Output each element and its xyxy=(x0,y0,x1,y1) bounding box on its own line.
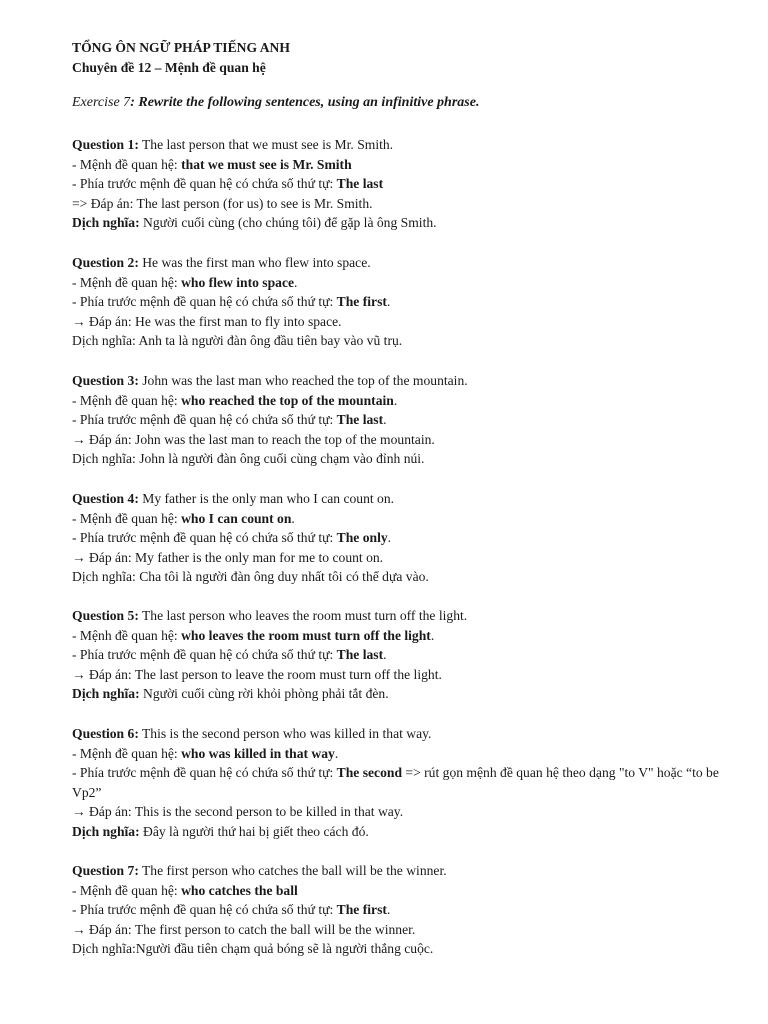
question-text: The first person who catches the ball will be the winner. xyxy=(138,863,447,878)
question-line xyxy=(72,606,732,626)
document-title: TỔNG ÔN NGỮ PHÁP TIẾNG ANH xyxy=(72,40,290,55)
question-block xyxy=(72,253,732,351)
ordinal-prefix: - Phía trước mệnh đề quan hệ có chứa số thứ tự: xyxy=(72,294,337,310)
answer-prefix: → Đáp án: xyxy=(72,666,135,682)
clause-suffix: . xyxy=(294,274,298,290)
answer-line xyxy=(72,548,732,568)
answer-prefix: → Đáp án: xyxy=(72,921,135,937)
ordinal-suffix: . xyxy=(386,294,391,310)
question-line xyxy=(72,253,732,273)
answer-prefix: → Đáp án: xyxy=(72,804,135,820)
translation-line xyxy=(72,213,732,233)
translation-line xyxy=(72,822,732,842)
document-header xyxy=(72,38,290,78)
relative-clause: that we must see is Mr. Smith xyxy=(181,156,352,172)
ordinal-line xyxy=(72,645,732,665)
ordinal-suffix: => rút gọn mệnh đề quan hệ theo dạng "to V" hoặc “to be Vp2” xyxy=(72,765,719,800)
ordinal-prefix: - Phía trước mệnh đề quan hệ có chứa số thứ tự: xyxy=(72,765,337,781)
clause-line xyxy=(72,744,732,764)
clause-prefix: - Mệnh đề quan hệ: xyxy=(72,510,182,526)
question-label: Question 2: xyxy=(72,255,139,270)
answer-line xyxy=(72,194,732,214)
answer-text: He was the first man to fly into space. xyxy=(135,313,342,329)
translation-label: Dịch nghĩa: xyxy=(72,215,140,231)
relative-clause: who reached the top of the mountain xyxy=(181,392,394,408)
ordinal-suffix: . xyxy=(387,530,392,546)
clause-prefix: - Mệnh đề quan hệ: xyxy=(72,627,182,643)
question-line xyxy=(72,489,732,509)
answer-prefix: => Đáp án: xyxy=(72,195,137,211)
exercise-instruction: : Rewrite the following sentences, using an infinitive phrase. xyxy=(130,95,480,110)
answer-text: John was the last man to reach the top of the mountain. xyxy=(135,431,435,447)
answer-text: My father is the only man for me to count on. xyxy=(135,549,384,565)
ordinal-line xyxy=(72,900,732,920)
answer-prefix: → Đáp án: xyxy=(72,431,136,447)
ordinal-prefix: - Phía trước mệnh đề quan hệ có chứa số thứ tự: xyxy=(72,530,337,546)
relative-clause: who catches the ball xyxy=(181,882,298,898)
question-block xyxy=(72,135,732,233)
translation-line xyxy=(72,939,732,959)
clause-prefix: - Mệnh đề quan hệ: xyxy=(72,274,182,290)
ordinal-prefix: - Phía trước mệnh đề quan hệ có chứa số thứ tự: xyxy=(72,647,337,663)
translation-label: Dịch nghĩa: xyxy=(72,451,136,467)
translation-text: Người cuối cùng (cho chúng tôi) để gặp là ông Smith. xyxy=(139,215,437,231)
question-text: My father is the only man who I can count on. xyxy=(138,491,395,506)
ordinal-line xyxy=(72,292,732,312)
document-subtitle: Chuyên đề 12 – Mệnh đề quan hệ xyxy=(72,60,266,75)
clause-line xyxy=(72,881,732,901)
translation-text: Người cuối cùng rời khỏi phòng phải tắt đèn. xyxy=(139,686,389,702)
translation-text: John là người đàn ông cuối cùng chạm vào đỉnh núi. xyxy=(135,451,425,467)
answer-line xyxy=(72,430,732,450)
translation-text: Đây là người thứ hai bị giết theo cách đó. xyxy=(139,823,369,839)
clause-prefix: - Mệnh đề quan hệ: xyxy=(72,156,182,172)
clause-suffix: . xyxy=(334,745,339,761)
question-label: Question 1: xyxy=(72,137,139,152)
question-text: John was the last man who reached the top of the mountain. xyxy=(138,373,468,388)
ordinal-prefix: - Phía trước mệnh đề quan hệ có chứa số thứ tự: xyxy=(72,412,337,428)
question-block xyxy=(72,606,732,704)
answer-text: This is the second person to be killed in that way. xyxy=(134,804,404,820)
clause-suffix: . xyxy=(291,510,295,526)
exercise-label: Exercise 7 xyxy=(72,95,131,110)
clause-suffix: . xyxy=(430,627,435,643)
clause-prefix: - Mệnh đề quan hệ: xyxy=(72,392,182,408)
ordinal-line xyxy=(72,410,732,430)
translation-text: Cha tôi là người đàn ông duy nhất tôi có thể dựa vào. xyxy=(135,569,429,585)
answer-text: The last person to leave the room must turn off the light. xyxy=(134,666,442,682)
clause-line xyxy=(72,155,732,175)
question-line xyxy=(72,724,732,744)
translation-text: Anh ta là người đàn ông đầu tiên bay vào vũ trụ. xyxy=(135,333,403,349)
translation-line xyxy=(72,684,732,704)
translation-text: Người đầu tiên chạm quả bóng sẽ là người thắng cuộc. xyxy=(135,941,434,957)
answer-prefix: → Đáp án: xyxy=(72,313,136,329)
question-line xyxy=(72,861,732,881)
answer-text: The last person (for us) to see is Mr. Smith. xyxy=(136,195,373,211)
question-text: He was the first man who flew into space. xyxy=(138,255,371,270)
question-label: Question 7: xyxy=(72,863,139,878)
question-block xyxy=(72,724,732,842)
question-block xyxy=(72,489,732,587)
ordinal-word: The second xyxy=(336,765,403,781)
relative-clause: who leaves the room must turn off the light xyxy=(181,627,431,643)
ordinal-word: The only xyxy=(336,530,388,546)
translation-line xyxy=(72,331,732,351)
question-line xyxy=(72,371,732,391)
question-text: The last person that we must see is Mr. Smith. xyxy=(138,137,394,152)
clause-prefix: - Mệnh đề quan hệ: xyxy=(72,745,182,761)
question-text: This is the second person who was killed in that way. xyxy=(138,726,432,741)
ordinal-suffix: . xyxy=(383,412,387,428)
question-block xyxy=(72,371,732,469)
question-label: Question 4: xyxy=(72,491,139,506)
relative-clause: who I can count on xyxy=(181,510,292,526)
ordinal-suffix: . xyxy=(386,902,391,918)
ordinal-word: The last xyxy=(336,647,384,663)
ordinal-prefix: - Phía trước mệnh đề quan hệ có chứa số thứ tự: xyxy=(72,902,337,918)
answer-line xyxy=(72,665,732,685)
question-label: Question 3: xyxy=(72,373,139,388)
ordinal-word: The last xyxy=(336,176,384,192)
ordinal-word: The first xyxy=(336,902,387,918)
ordinal-word: The first xyxy=(336,294,387,310)
clause-line xyxy=(72,509,732,529)
question-block xyxy=(72,861,732,959)
clause-line xyxy=(72,626,732,646)
clause-line xyxy=(72,273,732,293)
clause-prefix: - Mệnh đề quan hệ: xyxy=(72,882,182,898)
ordinal-prefix: - Phía trước mệnh đề quan hệ có chứa số thứ tự: xyxy=(72,176,337,192)
clause-line xyxy=(72,391,732,411)
ordinal-line xyxy=(72,763,732,802)
translation-label: Dịch nghĩa: xyxy=(72,823,140,839)
clause-suffix: . xyxy=(393,392,398,408)
question-label: Question 5: xyxy=(72,608,139,623)
translation-label: Dịch nghĩa: xyxy=(72,941,136,957)
ordinal-line xyxy=(72,174,732,194)
question-line xyxy=(72,135,732,155)
answer-prefix: → Đáp án: xyxy=(72,549,136,565)
translation-label: Dịch nghĩa: xyxy=(72,333,136,349)
answer-line xyxy=(72,920,732,940)
translation-line xyxy=(72,449,732,469)
question-text: The last person who leaves the room must turn off the light. xyxy=(138,608,468,623)
answer-text: The first person to catch the ball will be the winner. xyxy=(134,921,416,937)
exercise-heading xyxy=(72,95,479,111)
relative-clause: who was killed in that way xyxy=(181,745,335,761)
translation-label: Dịch nghĩa: xyxy=(72,686,140,702)
ordinal-word: The last xyxy=(336,412,384,428)
answer-line xyxy=(72,312,732,332)
question-label: Question 6: xyxy=(72,726,139,741)
answer-line xyxy=(72,802,732,822)
ordinal-suffix: . xyxy=(383,647,387,663)
relative-clause: who flew into space xyxy=(181,274,295,290)
translation-line xyxy=(72,567,732,587)
ordinal-line xyxy=(72,528,732,548)
translation-label: Dịch nghĩa: xyxy=(72,569,136,585)
